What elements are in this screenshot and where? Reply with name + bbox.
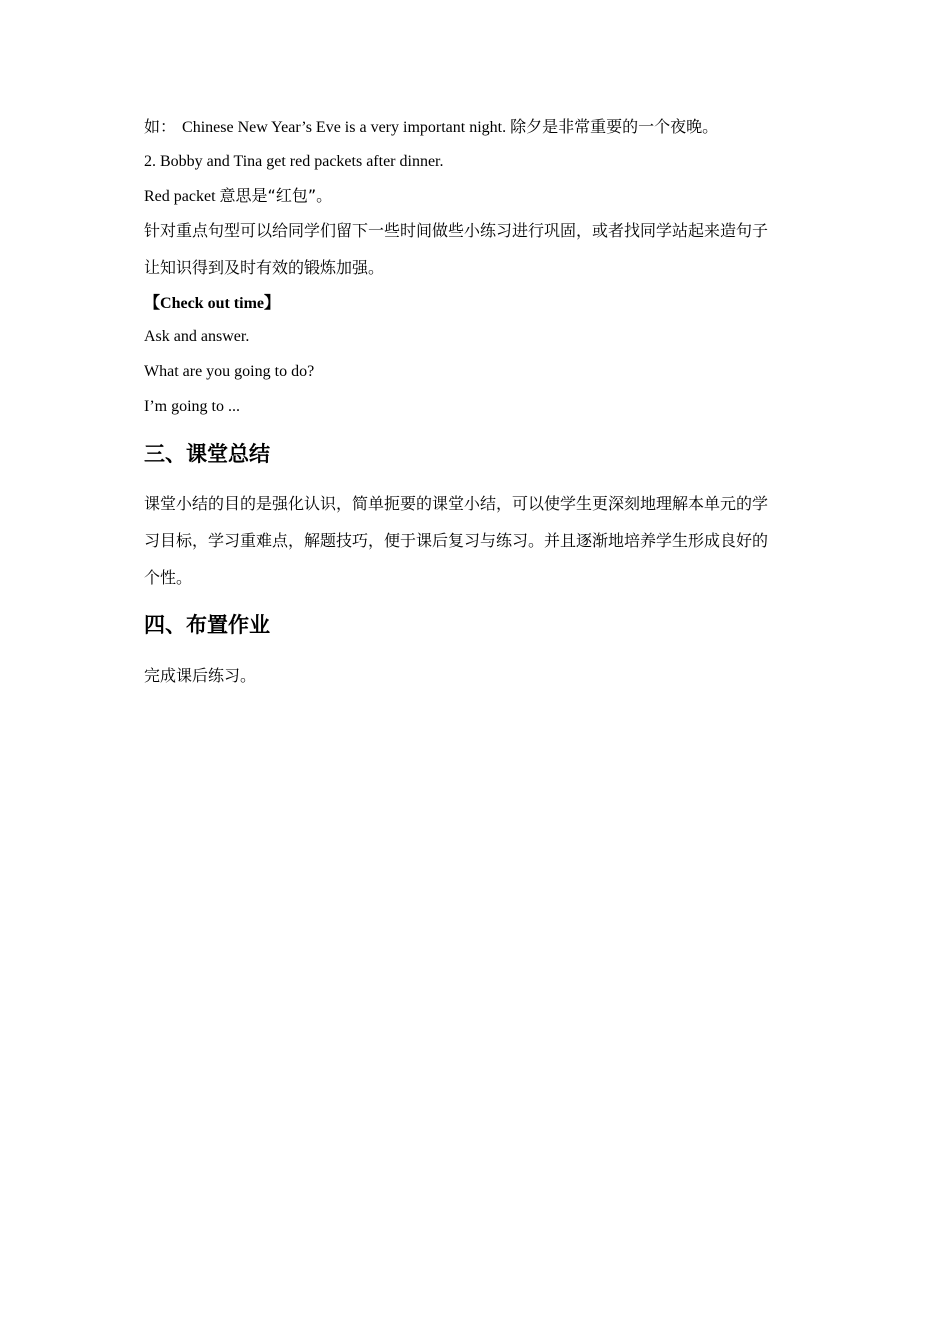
section-3-title: 三、课堂总结 (144, 442, 270, 466)
example-sentence-zh: 除夕是非常重要的一个夜晚。 (510, 117, 719, 136)
homework-text: 完成课后练习。 (144, 666, 257, 685)
ask-answer: Ask and answer. (144, 328, 250, 345)
check-out-heading (144, 292, 280, 315)
red-packet-line (144, 185, 332, 208)
answer-text: I’m going to ... (144, 398, 240, 415)
question-text: What are you going to do? (144, 363, 315, 380)
summary-line-3: 个性。 (144, 568, 193, 587)
check-out-bracket-close: 】 (264, 293, 281, 312)
example-line (144, 116, 718, 139)
check-out-bracket-open: 【 (144, 293, 161, 312)
section-4-title: 四、布置作业 (144, 613, 270, 637)
summary-line-2: 习目标，学习重难点，解题技巧，便于课后复习与练习。并且逐渐地培养学生形成良好的 (144, 531, 769, 550)
practice-line-1: 针对重点句型可以给同学们留下一些时间做些小练习进行巩固，或者找同学站起来造句子 (144, 221, 769, 240)
check-out-label: Check out time (160, 295, 264, 312)
example-sentence-en: Chinese New Year’s Eve is a very important night. (182, 119, 507, 136)
example-prefix: 如： (144, 117, 177, 136)
practice-line-2: 让知识得到及时有效的锻炼加强。 (144, 258, 385, 277)
red-packet-zh: 意思是“红包”。 (219, 186, 333, 205)
summary-line-1: 课堂小结的目的是强化认识，简单扼要的课堂小结，可以使学生更深刻地理解本单元的学 (144, 494, 769, 513)
sentence-2: 2. Bobby and Tina get red packets after dinner. (144, 153, 444, 170)
red-packet-en: Red packet (144, 188, 216, 205)
